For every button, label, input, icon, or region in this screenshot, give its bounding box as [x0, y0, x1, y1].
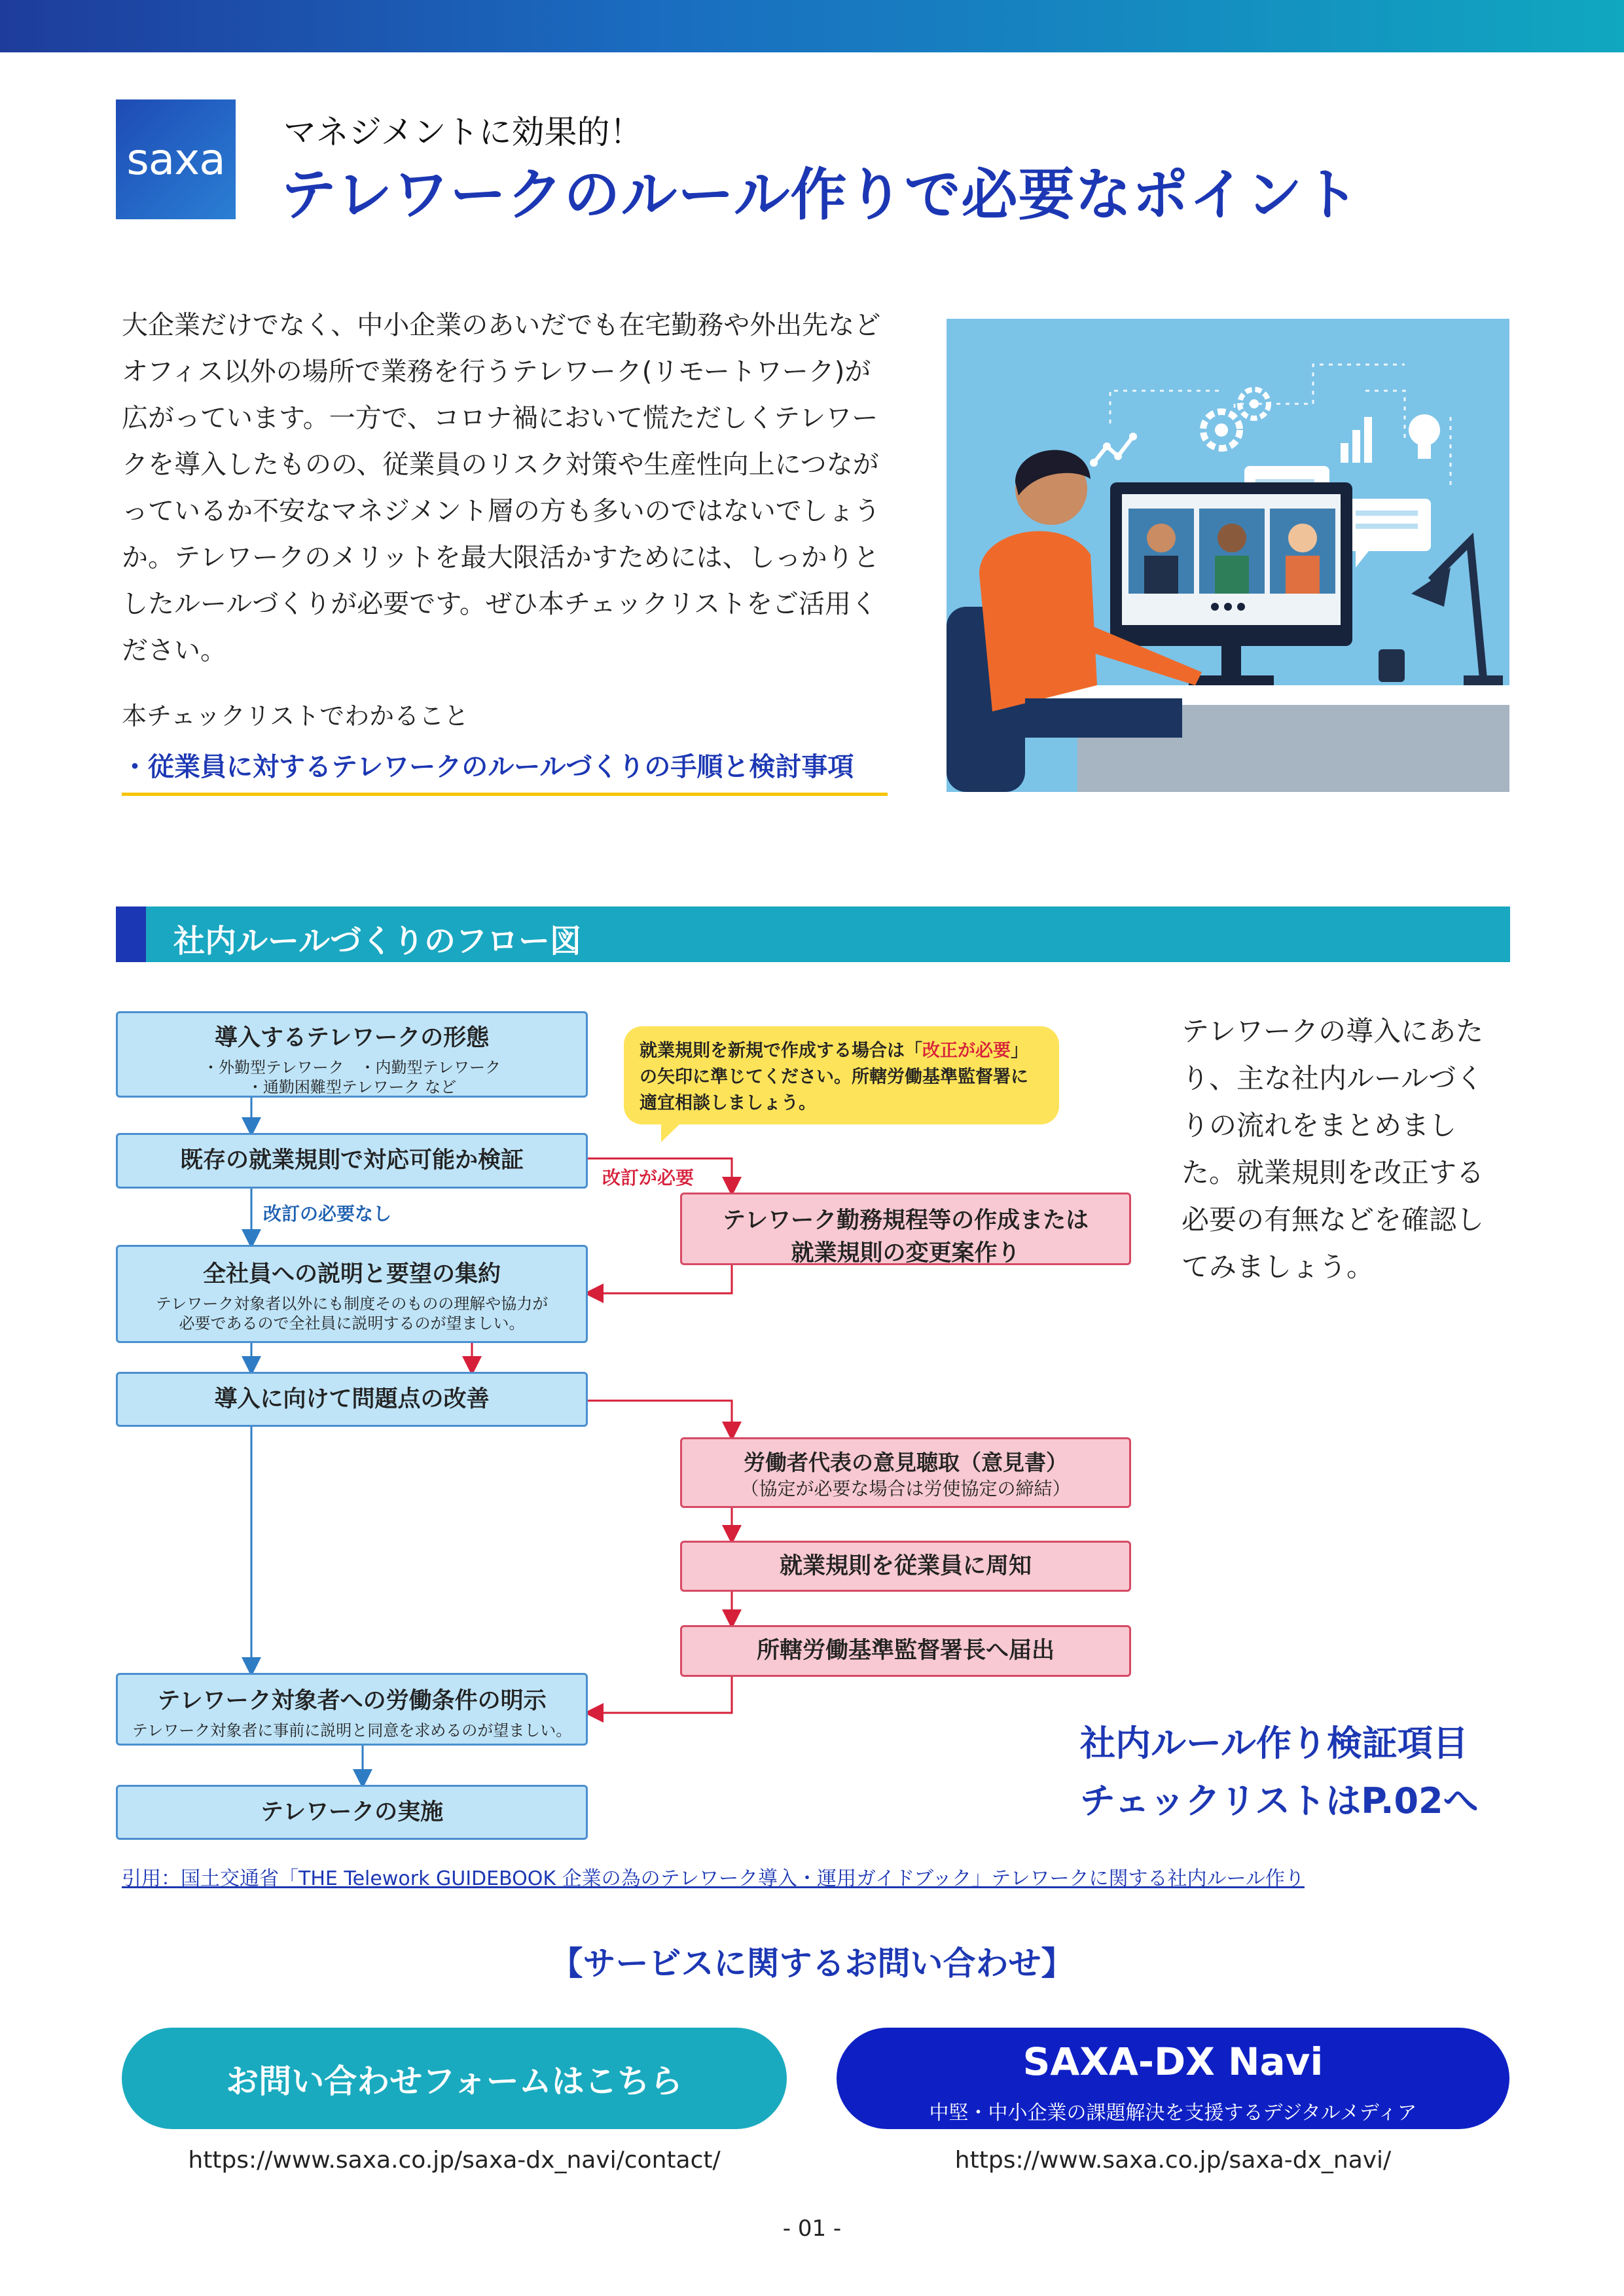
contact-form-button[interactable] [122, 2028, 787, 2129]
section-title: 社内ルールづくりのフロー図 [173, 923, 582, 960]
flow-step-working-conditions [116, 1673, 588, 1746]
flow-description: テレワークの導入にあたり、主な社内ルールづくりの流れをまとめました。就業規則を改正する必要の有無などを確認してみましょう。 [1182, 1015, 1485, 1283]
arrow-pink1-step3 [594, 1265, 732, 1293]
flow-pink-line: テレワーク勤務規程等の作成または [722, 1208, 1089, 1234]
note-post: 」の矢印に準じてください。所轄労働基準監督署に適宜相談しましょう。 [640, 1041, 1028, 1113]
contact-form-label: お問い合わせフォームはこちら [226, 2062, 683, 2100]
flow-step-sub: ・通勤困難型テレワーク など [247, 1078, 457, 1096]
flow-pink-line: 就業規則の変更案作り [791, 1240, 1020, 1266]
learn-item: ・従業員に対するテレワークのルールづくりの手順と検討事項 [122, 746, 888, 796]
flow-step-title: 導入するテレワークの形態 [214, 1025, 490, 1051]
flow-pink-create-rules [680, 1193, 1131, 1265]
label-no-revision: 改訂の必要なし [263, 1203, 392, 1225]
contact-heading: 【サービスに関するお問い合わせ】 [550, 1945, 1074, 1982]
dx-subtitle: 中堅・中小企業の課題解決を支援するデジタルメディア [929, 2102, 1417, 2125]
page-title: テレワークのルール作りで必要なポイント [280, 162, 1360, 228]
flow-step-title: テレワーク対象者への労働条件の明示 [157, 1688, 547, 1714]
flow-step-title: 既存の就業規則で対応可能か検証 [179, 1147, 524, 1174]
label-revision-needed: 改訂が必要 [602, 1167, 695, 1189]
intro-paragraph: 大企業だけでなく、中小企業のあいだでも在宅勤務や外出先などオフィス以外の場所で業務を行うテレワーク(リモートワーク)が広がっています。一方で、コロナ禍において慌ただしくテレワークを導入したものの、従業員のリスク対策や生産性向上につながっているか不安なマネジメント層の方も多いのではないでしょうか。テレワークのメリットを最大限活かすためには、しっかりとしたルールづくりが必要です。ぜひ本チェックリストをご活用ください。 [122, 310, 881, 666]
flow-step-explain-all [116, 1245, 588, 1343]
flow-pink-title: 所轄労働基準監督署長へ届出 [756, 1638, 1055, 1664]
note-pre: 就業規則を新規で作成する場合は「 [640, 1041, 922, 1061]
checklist-line: チェックリストはP.02へ [1080, 1780, 1479, 1821]
flow-step-sub: ・外勤型テレワーク ・内勤型テレワーク [202, 1058, 501, 1077]
flow-step-sub: テレワーク対象者以外にも制度そのものの理解や協力が [155, 1295, 549, 1313]
flow-step-title: 導入に向けて問題点の改善 [214, 1386, 490, 1412]
flow-pink-line: （協定が必要な場合は労使協定の締結） [740, 1478, 1071, 1499]
checklist-link[interactable] [1080, 1715, 1479, 1830]
contact-form-url[interactable]: https://www.saxa.co.jp/saxa-dx_navi/contact/ [188, 2147, 721, 2174]
flow-step-telework-types [116, 1011, 588, 1098]
page-number: - 01 - [782, 2215, 842, 2242]
citation-link[interactable]: 引用：国土交通省「THE Telework GUIDEBOOK 企業の為のテレワーク導入・運用ガイドブック」テレワークに関する社内ルール作り [122, 1867, 1305, 1890]
arrow-step4-pink2 [588, 1401, 732, 1431]
flow-pink-submit-office [680, 1625, 1131, 1677]
flow-pink-notify-employees [680, 1541, 1131, 1592]
flow-step-title: テレワークの実施 [260, 1799, 444, 1825]
flow-pink-hear-opinion [680, 1437, 1131, 1508]
note-highlight: 改正が必要 [922, 1041, 1011, 1061]
flow-pink-title: 就業規則を従業員に周知 [779, 1553, 1032, 1579]
flow-step-sub: 必要であるので全社員に説明するのが望ましい。 [179, 1314, 525, 1333]
flow-step-improve [116, 1372, 588, 1427]
flow-step-title: 全社員への説明と要望の集約 [202, 1261, 501, 1287]
logo-text: saxa [126, 134, 225, 185]
flow-step-verify-rules [116, 1133, 588, 1189]
saxa-dx-navi-button[interactable] [837, 2028, 1509, 2129]
flow-step-implement [116, 1785, 588, 1840]
flow-step-sub: テレワーク対象者に事前に説明と同意を求めるのが望ましい。 [132, 1721, 572, 1740]
arrow-pink4-step5 [594, 1677, 732, 1713]
bubble-tail [661, 1123, 681, 1142]
learn-label: 本チェックリストでわかること [122, 702, 469, 730]
checklist-line: 社内ルール作り検証項目 [1080, 1723, 1468, 1764]
dx-navi-url[interactable]: https://www.saxa.co.jp/saxa-dx_navi/ [954, 2147, 1392, 2174]
note-bubble [624, 1026, 1059, 1124]
flow-pink-line: 労働者代表の意見聴取（意見書） [744, 1450, 1068, 1475]
page-subtitle: マネジメントに効果的！ [283, 113, 643, 151]
dx-title: SAXA-DX Navi [1022, 2039, 1324, 2084]
